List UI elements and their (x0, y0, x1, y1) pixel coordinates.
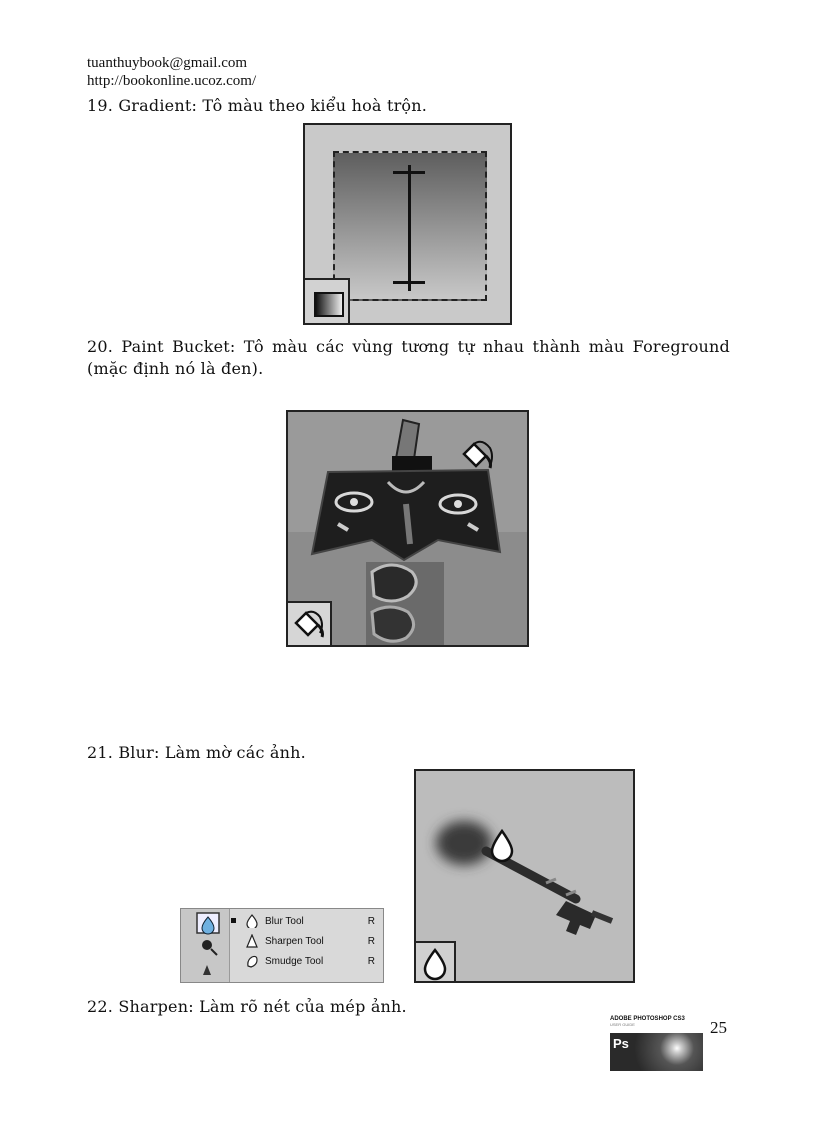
gradient-tool-illustration (303, 123, 512, 325)
website-url: http://bookonline.ucoz.com/ (87, 73, 257, 89)
logo-artwork (610, 1033, 703, 1071)
gradient-start-crosshair (393, 171, 425, 174)
author-email: tuanthuybook@gmail.com (87, 55, 248, 71)
dodge-tool-icon[interactable] (202, 940, 212, 950)
page-number: 25 (710, 1018, 727, 1037)
ps-mark: Ps (613, 1036, 629, 1051)
heading-gradient: 19. Gradient: Tô màu theo kiểu hoà trộn. (87, 96, 428, 115)
heading-blur: 21. Blur: Làm mờ các ảnh. (87, 743, 306, 762)
menu-item-shortcut: R (367, 915, 375, 927)
paint-bucket-illustration (286, 410, 529, 647)
sharpen-triangle-icon (245, 934, 259, 948)
pen-tool-icon[interactable] (203, 965, 211, 975)
blur-drop-icon (245, 914, 259, 928)
gradient-icon (303, 278, 350, 325)
gradient-drag-line (408, 165, 411, 291)
menu-item-label: Smudge Tool (265, 955, 324, 967)
menu-item-smudge-tool[interactable] (235, 951, 381, 971)
blur-drop-icon (425, 950, 445, 979)
menu-item-shortcut: R (367, 935, 375, 947)
paint-bucket-tool-badge (286, 601, 332, 647)
toolbox-column (181, 909, 230, 982)
photoshop-cs3-logo (610, 1016, 703, 1071)
blur-tool-badge (414, 941, 456, 983)
menu-item-label: Blur Tool (265, 915, 304, 927)
paint-bucket-icon (296, 612, 323, 637)
logo-title: ADOBE PHOTOSHOP CS3 (610, 1016, 685, 1022)
smudge-finger-icon (245, 954, 259, 968)
heading-paint-bucket-cont: (mặc định nó là đen). (87, 359, 264, 378)
menu-item-shortcut: R (367, 955, 375, 967)
active-tool-marker (231, 918, 236, 923)
heading-paint-bucket: 20. Paint Bucket: Tô màu các vùng tương tự nhau thành màu Foreground (87, 337, 730, 356)
menu-item-label: Sharpen Tool (265, 935, 324, 947)
blur-tool-illustration (414, 769, 635, 983)
heading-sharpen: 22. Sharpen: Làm rõ nét của mép ảnh. (87, 997, 407, 1016)
menu-item-sharpen-tool[interactable] (235, 931, 381, 951)
gradient-end-crosshair (393, 281, 425, 284)
menu-item-blur-tool[interactable] (235, 911, 381, 931)
logo-subtitle: USER GUIDE (610, 1022, 635, 1027)
blur-tool-flyout-menu (180, 908, 384, 983)
